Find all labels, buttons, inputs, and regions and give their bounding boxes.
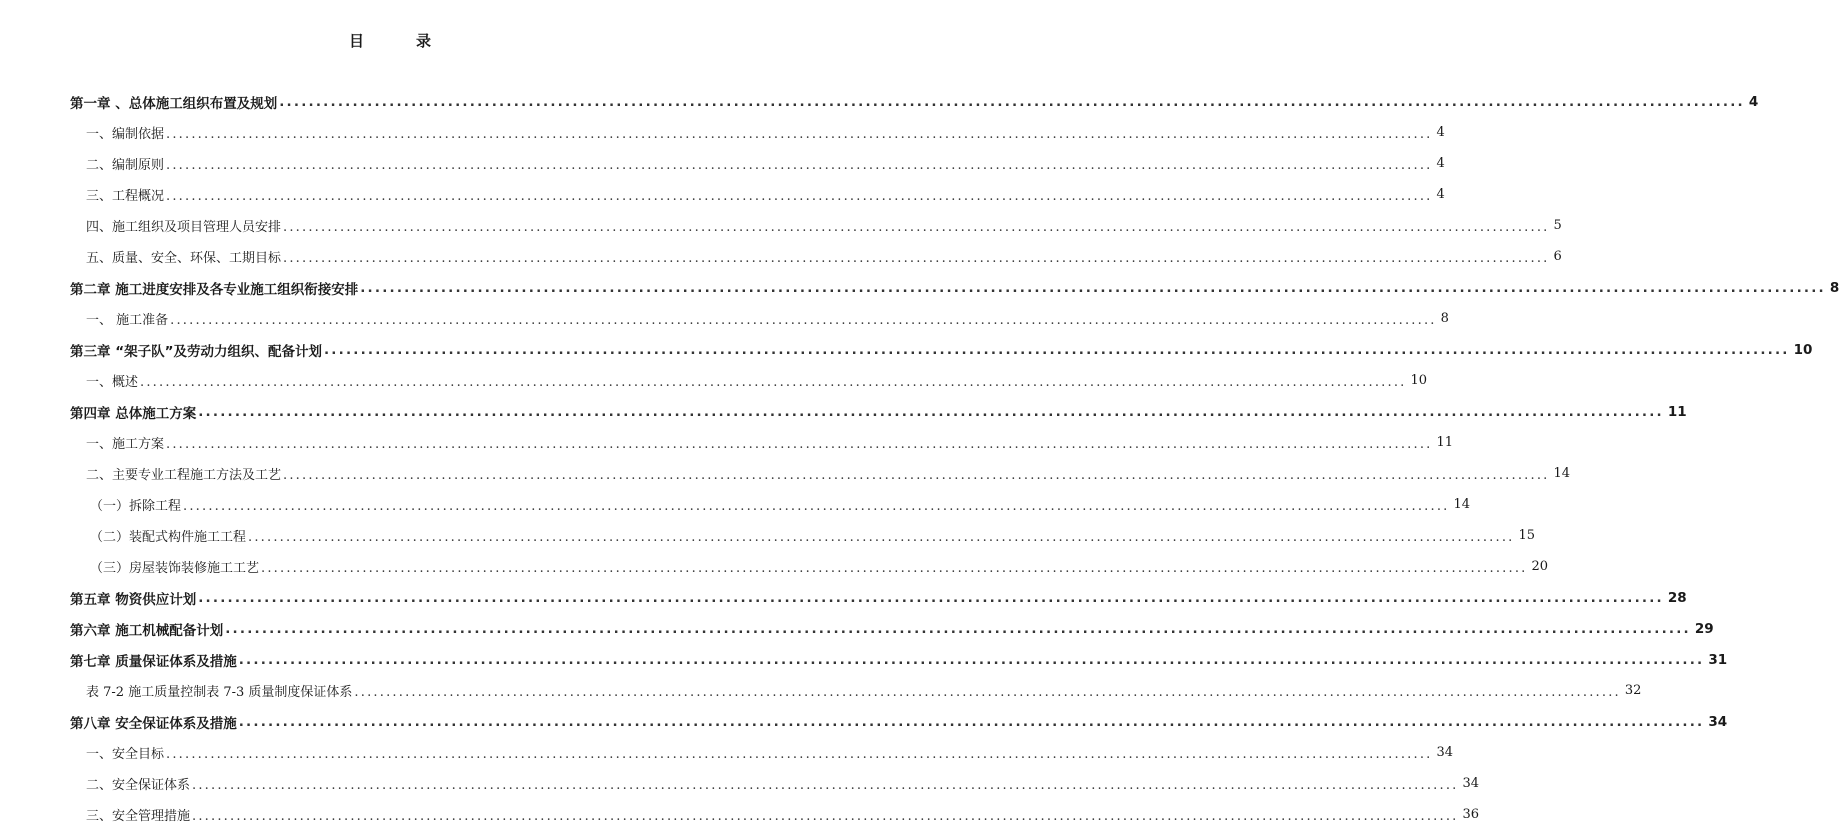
toc-entry-title: 第六章 施工机械配备计划 <box>70 619 225 639</box>
toc-page-number: 6 <box>1553 249 1562 264</box>
toc-entry-title: 二、安全保证体系 <box>86 774 192 793</box>
toc-dot-leader: ........................................................................................................................................................................................................ <box>248 529 1515 545</box>
toc-entry-title: 第一章 、总体施工组织布置及规划 <box>70 92 279 112</box>
toc-page-number: 4 <box>1436 125 1445 140</box>
toc-section-entry[interactable] <box>86 768 1480 799</box>
toc-page-number: 4 <box>1436 156 1445 171</box>
toc-entry-title: 第三章 “架子队”及劳动力组织、配备计划 <box>70 340 324 360</box>
toc-entry-title: 一、编制依据 <box>86 123 166 142</box>
toc-page-number: 8 <box>1829 279 1839 296</box>
toc-dot-leader: ........................................................................................................................................................................................................ <box>238 652 1705 669</box>
toc-entry-title: 四、施工组织及项目管理人员安排 <box>86 216 283 235</box>
toc-dot-leader: ........................................................................................................................................................................................................ <box>323 342 1790 359</box>
toc-section-entry[interactable] <box>86 210 1562 241</box>
toc-page-number: 36 <box>1462 807 1480 822</box>
toc-page-number: 32 <box>1624 683 1642 698</box>
toc-dot-leader: ........................................................................................................................................................................................................ <box>198 590 1664 607</box>
toc-section-entry[interactable] <box>86 303 1449 334</box>
toc-dot-leader: ........................................................................................................................................................................................................ <box>166 126 1433 142</box>
toc-entry-title: 一、安全目标 <box>86 743 166 762</box>
toc-page-number: 10 <box>1410 373 1428 388</box>
toc-chapter-entry[interactable] <box>70 396 1687 427</box>
toc-dot-leader: ........................................................................................................................................................................................................ <box>360 280 1826 297</box>
toc-dot-leader: ........................................................................................................................................................................................................ <box>166 436 1433 452</box>
toc-subsection-entry[interactable] <box>90 520 1536 551</box>
toc-page-number: 11 <box>1436 435 1454 450</box>
toc-chapter-entry[interactable] <box>70 613 1714 644</box>
toc-dot-leader: ........................................................................................................................................................................................................ <box>198 404 1664 421</box>
toc-chapter-entry[interactable] <box>70 334 1813 365</box>
toc-section-entry[interactable] <box>86 117 1445 148</box>
toc-chapter-entry[interactable] <box>70 582 1687 613</box>
toc-section-entry[interactable] <box>86 241 1562 272</box>
toc-dot-leader: ........................................................................................................................................................................................................ <box>170 312 1437 328</box>
toc-section-entry[interactable] <box>86 675 1642 706</box>
toc-entry-title: 第七章 质量保证体系及措施 <box>70 650 239 670</box>
toc-chapter-entry[interactable] <box>70 644 1728 675</box>
toc-dot-leader: ........................................................................................................................................................................................................ <box>354 684 1621 700</box>
toc-dot-leader: ........................................................................................................................................................................................................ <box>225 621 1691 638</box>
toc-subsection-entry[interactable] <box>90 489 1471 520</box>
toc-entry-title: 二、编制原则 <box>86 154 166 173</box>
toc-dot-leader: ........................................................................................................................................................................................................ <box>140 374 1407 390</box>
toc-heading-right: 录 <box>416 32 432 50</box>
toc-dot-leader: ........................................................................................................................................................................................................ <box>279 94 1745 111</box>
toc-entry-title: 第二章 施工进度安排及各专业施工组织衔接安排 <box>70 278 360 298</box>
toc-chapter-entry[interactable] <box>70 86 1759 117</box>
toc-section-entry[interactable] <box>86 148 1445 179</box>
toc-heading-left: 目 <box>348 32 364 50</box>
toc-dot-leader: ........................................................................................................................................................................................................ <box>261 560 1528 576</box>
toc-page-number: 14 <box>1453 497 1471 512</box>
toc-entry-title: 第八章 安全保证体系及措施 <box>70 712 239 732</box>
toc-entry-title: 一、施工方案 <box>86 433 166 452</box>
toc-entry-title: 五、质量、安全、环保、工期目标 <box>86 247 283 266</box>
toc-dot-leader: ........................................................................................................................................................................................................ <box>283 467 1550 483</box>
toc-entry-title: 第五章 物资供应计划 <box>70 588 198 608</box>
toc-page-number: 34 <box>1436 745 1454 760</box>
toc-chapter-entry[interactable] <box>70 706 1728 737</box>
toc-page-number: 11 <box>1667 403 1687 420</box>
toc-entry-title: （三）房屋装饰装修施工工艺 <box>90 557 261 576</box>
toc-dot-leader: ........................................................................................................................................................................................................ <box>166 157 1433 173</box>
toc-section-entry[interactable] <box>86 179 1445 210</box>
toc-entry-title: 表 7-2 施工质量控制表 7-3 质量制度保证体系 <box>86 681 354 700</box>
toc-heading <box>0 30 780 51</box>
toc-section-entry[interactable] <box>86 799 1480 830</box>
toc-dot-leader: ........................................................................................................................................................................................................ <box>192 777 1459 793</box>
toc-dot-leader: ........................................................................................................................................................................................................ <box>166 188 1433 204</box>
toc-dot-leader: ........................................................................................................................................................................................................ <box>192 808 1459 824</box>
toc-entry-title: 一、 施工准备 <box>86 309 170 328</box>
toc-chapter-entry[interactable] <box>70 272 1839 303</box>
toc-entry-title: （二）装配式构件施工工程 <box>90 526 248 545</box>
toc-section-entry[interactable] <box>86 427 1454 458</box>
toc-page-number: 31 <box>1708 651 1728 668</box>
toc-entry-title: （一）拆除工程 <box>90 495 183 514</box>
toc-page-number: 5 <box>1553 218 1562 233</box>
toc-page-number: 34 <box>1462 776 1480 791</box>
toc-entry-title: 一、概述 <box>86 371 140 390</box>
toc-page-number: 20 <box>1531 559 1549 574</box>
toc-subsection-entry[interactable] <box>90 551 1549 582</box>
toc-page-number: 14 <box>1553 466 1571 481</box>
toc-page-number: 10 <box>1793 341 1813 358</box>
toc-entry-title: 二、主要专业工程施工方法及工艺 <box>86 464 283 483</box>
toc-list <box>0 86 1839 830</box>
toc-entry-title: 第四章 总体施工方案 <box>70 402 198 422</box>
toc-entry-title: 三、安全管理措施 <box>86 805 192 824</box>
toc-page-number: 28 <box>1667 589 1687 606</box>
toc-dot-leader: ........................................................................................................................................................................................................ <box>283 250 1550 266</box>
toc-section-entry[interactable] <box>86 737 1454 768</box>
toc-page-number: 15 <box>1518 528 1536 543</box>
toc-page-number: 4 <box>1436 187 1445 202</box>
toc-section-entry[interactable] <box>86 458 1571 489</box>
toc-page-number: 34 <box>1708 713 1728 730</box>
toc-dot-leader: ........................................................................................................................................................................................................ <box>166 746 1433 762</box>
toc-page-number: 8 <box>1440 311 1449 326</box>
toc-page-number: 29 <box>1694 620 1714 637</box>
toc-section-entry[interactable] <box>86 365 1428 396</box>
toc-entry-title: 三、工程概况 <box>86 185 166 204</box>
toc-page-number: 4 <box>1748 93 1759 110</box>
toc-dot-leader: ........................................................................................................................................................................................................ <box>183 498 1450 514</box>
toc-dot-leader: ........................................................................................................................................................................................................ <box>238 714 1705 731</box>
toc-dot-leader: ........................................................................................................................................................................................................ <box>283 219 1550 235</box>
